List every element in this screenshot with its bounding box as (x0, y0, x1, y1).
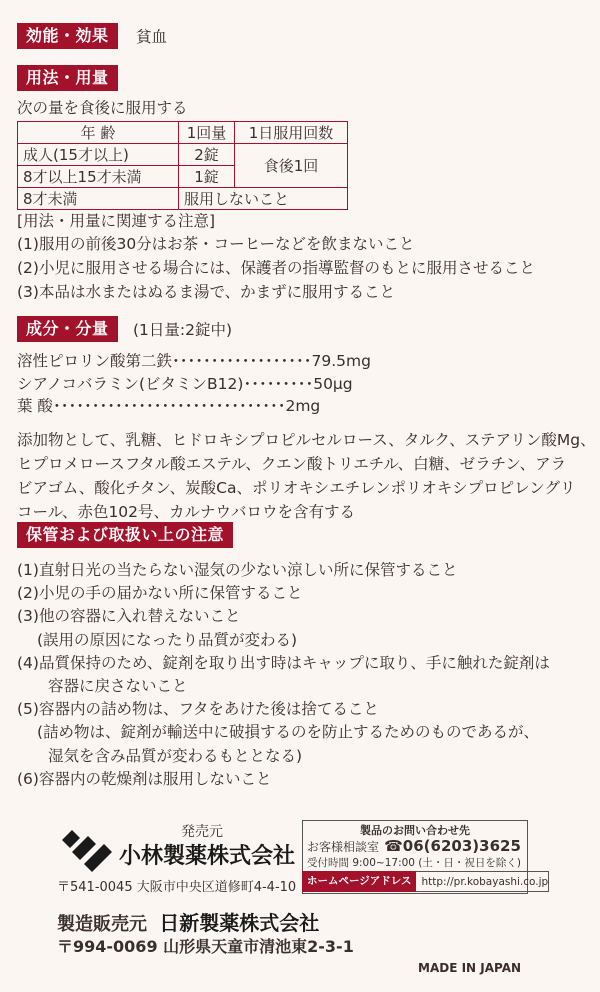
storage-list (17, 559, 550, 791)
dot-leader: ･･････････････････････････････ (52, 397, 286, 415)
list-item: (2)小児の手の届かない所に保管すること (17, 584, 303, 603)
list-item: (誤用の原因になったり品質が変わる) (37, 630, 298, 649)
manufacturer-address: 〒994-0069 山形県天童市清池東2-3-1 (57, 937, 354, 956)
ingredient-row (17, 351, 371, 371)
additives-line: コール、赤色102号、カルナウバロウを含有する (17, 503, 356, 521)
ingredient-name: シアノコバラミン(ビタミンB12) (17, 375, 244, 393)
table-cell-age: 8才未満 (18, 188, 179, 210)
homepage-label: ホームページアドレス (302, 871, 416, 892)
list-item: (4)品質保持のため、錠剤を取り出す時はキャップに取り、手に触れた錠剤は (17, 653, 550, 672)
table-header-amount: 1回量 (179, 122, 235, 144)
efficacy-value: 貧血 (136, 28, 168, 46)
table-header-frequency: 1日服用回数 (235, 122, 348, 144)
homepage-bar (302, 871, 549, 892)
ingredient-row (17, 396, 320, 416)
ingredients-daily-note: (1日量:2錠中) (133, 321, 233, 339)
contact-hours: 受付時間 9:00~17:00 (土・日・祝日を除く) (307, 857, 522, 869)
list-item: (1)直射日光の当たらない湿気の少ない涼しい所に保管すること (17, 561, 458, 579)
dosage-intro: 次の量を食後に服用する (17, 99, 188, 117)
additives-line: ヒプロメロースフタル酸エステル、クエン酸トリエチル、白糖、ゼラチン、アラ (17, 455, 567, 473)
table-row (18, 144, 348, 166)
contact-phone: ☎06(6203)3625 (384, 837, 521, 855)
dosage-note: (3)本品は水またはぬるま湯で、かまずに服用すること (17, 283, 396, 301)
dosage-note: (1)服用の前後30分はお茶・コーヒーなどを飲まないこと (17, 235, 415, 253)
additives-line: 添加物として、乳糖、ヒドロキシプロピルセルロース、タルク、ステアリン酸Mg、 (17, 431, 596, 449)
table-cell-frequency: 食後1回 (235, 144, 348, 188)
table-cell-amount: 服用しないこと (179, 188, 348, 210)
table-cell-amount: 2錠 (179, 144, 235, 166)
distributor-address: 〒541-0045 大阪市中央区道修町4-4-10 (57, 880, 297, 895)
list-item: (3)他の容器に入れ替えないこと (17, 607, 241, 626)
efficacy-badge: 効能・効果 (17, 23, 118, 49)
ingredient-amount: 2mg (285, 397, 321, 415)
storage-badge: 保管および取扱い上の注意 (17, 522, 233, 548)
table-row (18, 188, 348, 210)
contact-heading: 製品のお問い合わせ先 (360, 824, 470, 837)
dosage-table (17, 121, 348, 210)
dot-leader: ･･････････････････ (172, 352, 312, 370)
ingredient-name: 溶性ピロリン酸第二鉄 (17, 352, 173, 370)
table-header-age: 年 齢 (18, 122, 179, 144)
list-item: 容器に戻さないこと (48, 677, 188, 696)
contact-desk-label: お客様相談室 (307, 840, 380, 854)
ingredients-badge: 成分・分量 (17, 316, 118, 342)
made-in-label: MADE IN JAPAN (418, 961, 522, 975)
distributor-label: 発売元 (181, 824, 223, 840)
additives-text (17, 428, 596, 524)
distributor-name: 小林製薬株式会社 (119, 844, 296, 869)
dosage-note-heading: [用法・用量に関連する注意] (17, 212, 216, 230)
ingredient-name: 葉 酸 (17, 397, 53, 415)
manufacturer-name: 日新製薬株式会社 (159, 911, 320, 935)
additives-line: ビアゴム、酸化チタン、炭酸Ca、ポリオキシエチレンポリオキシプロピレングリ (17, 479, 576, 497)
kobayashi-logo-icon (58, 826, 114, 874)
table-cell-age: 成人(15才以上) (18, 144, 179, 166)
table-cell-age: 8才以上15才未満 (18, 166, 179, 188)
ingredient-amount: 50μg (313, 375, 353, 393)
dot-leader: ･････････ (243, 375, 314, 393)
ingredient-row (17, 374, 353, 394)
dosage-note: (2)小児に服用させる場合には、保護者の指導監督のもとに服用させること (17, 259, 535, 277)
ingredient-amount: 79.5mg (311, 352, 371, 370)
dosage-badge: 用法・用量 (17, 65, 118, 91)
manufacturer-line (57, 907, 319, 936)
table-header-row (18, 122, 348, 144)
list-item: (5)容器内の詰め物は、フタをあけた後は捨てること (17, 700, 379, 719)
homepage-url[interactable]: http://pr.kobayashi.co.jp (416, 871, 549, 892)
contact-desk (307, 836, 521, 855)
list-item: 湿気を含み品質が変わるもととなる) (48, 746, 303, 765)
list-item: (詰め物は、錠剤が輸送中に破損するのを防止するためのものであるが、 (37, 723, 540, 742)
table-cell-amount: 1錠 (179, 166, 235, 188)
manufacturer-label: 製造販売元 (57, 914, 147, 935)
list-item: (6)容器内の乾燥剤は服用しないこと (17, 769, 272, 788)
